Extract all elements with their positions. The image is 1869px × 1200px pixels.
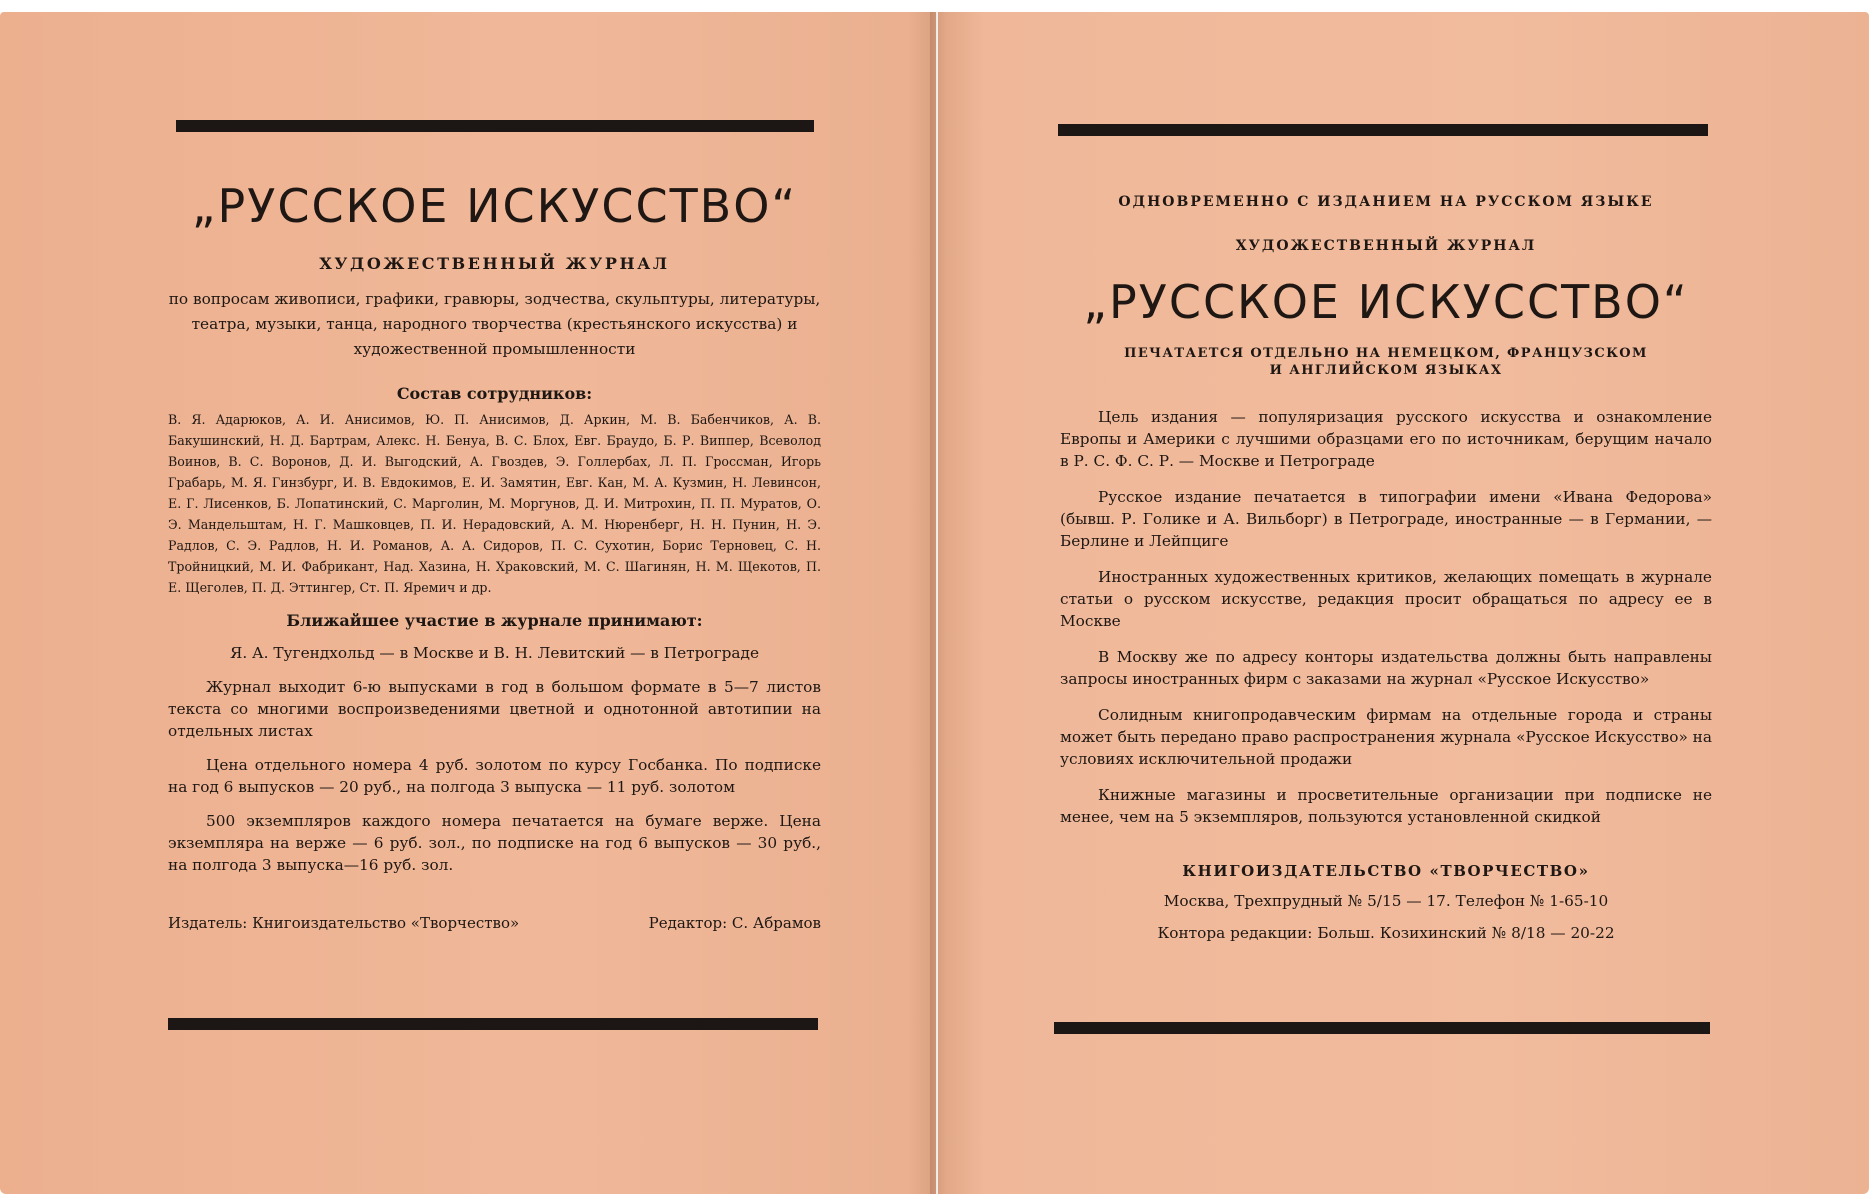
right-page [938,12,1869,1194]
publisher-name: КНИГОИЗДАТЕЛЬСТВО «ТВОРЧЕСТВО» [1182,862,1590,880]
bottom-rule [1054,1022,1710,1034]
magazine-title: „РУССКОЕ ИСКУССТВО“ [1083,275,1689,329]
magazine-description: по вопросам живописи, графики, гравюры, зодчества, скульптуры, литературы, театра, музыки, танца, народного творчества (крестьянского искусства) и художественной промышленности [168,290,821,358]
top-rule [176,120,814,132]
price-paragraph: Цена отдельного номера 4 руб. золотом по курсу Госбанка. По подписке на год 6 выпусков — 20 руб., на полгода 3 выпуска — 11 руб. золотом [168,756,821,796]
top-rule [1058,124,1708,136]
staff-heading: Состав сотрудников: [396,384,593,403]
printing-paragraph: Русское издание печатается в типографии имени «Ивана Федорова» (бывш. Р. Голике и А. Вильборг) в Петрограде, иностранные — в Германии, — Берлине и Лейпциге [1060,488,1712,550]
sellers-paragraph: Солидным книгопродавческим фирмам на отдельные города и страны может быть передано право распространения журнала «Русское Искусство» на условиях исключительной продажи [1060,706,1712,768]
magazine-subtitle: ХУДОЖЕСТВЕННЫЙ ЖУРНАЛ [1235,238,1537,254]
critics-paragraph: Иностранных художественных критиков, желающих помещать в журнале статьи о русском искусстве, редакция просит обращаться по адресу ее в Москве [1060,568,1712,630]
staff-list: В. Я. Адарюков, А. И. Анисимов, Ю. П. Анисимов, Д. Аркин, М. В. Бабенчиков, А. В. Бакушинский, Н. Д. Бартрам, Алекс. Н. Бенуа, В. С. Блох, Евг. Браудо, Б. Р. Виппер, Всеволод Воинов, В. С. Воронов, Д. И. Выгодский, А. Гвоздев, Э. Голлербах, Л. П. Гроссман, Игорь Грабарь, М. Я. Гинзбург, И. В. Евдокимов, Е. И. Замятин, Евг. Кан, М. А. Кузмин, Н. Левинсон, Е. Г. Лисенков, Б. Лопатинский, С. Марголин, М. Моргунов, Д. И. Митрохин, П. П. Муратов, О. Э. Мандельштам, Н. Г. Машковцев, П. И. Нерадовский, А. М. Нюренберг, Н. Н. Пунин, Н. Э. Радлов, С. Э. Радлов, Н. И. Романов, А. А. Сидоров, П. С. Сухотин, Борис Терновец, С. Н. Тройницкий, М. И. Фабрикант, Над. Хазина, Н. Храковский, М. С. Шагинян, Н. М. Щекотов, П. Е. Щеголев, П. Д. Эттингер, Ст. П. Яремич и др. [168,412,821,595]
publisher-address: Москва, Трехпрудный № 5/15 — 17. Телефон № 1-65-10 [1163,892,1609,910]
spine-gutter [930,12,946,1194]
magazine-title: „РУССКОЕ ИСКУССТВО“ [191,179,798,233]
publisher-line: Издатель: Книгоиздательство «Творчество» [168,914,520,932]
languages-line-1: ПЕЧАТАЕТСЯ ОТДЕЛЬНО НА НЕМЕЦКОМ, ФРАНЦУЗСКОМ [1124,346,1648,361]
editorial-office: Контора редакции: Больш. Козихинский № 8/18 — 20-22 [1157,924,1615,942]
discount-paragraph: Книжные магазины и просветительные организации при подписке не менее, чем на 5 экземпляров, пользуются установленной скидкой [1060,786,1712,826]
participation-text: Я. А. Тугендхольд — в Москве и В. Н. Левитский — в Петрограде [229,644,760,662]
magazine-subtitle: ХУДОЖЕСТВЕННЫЙ ЖУРНАЛ [319,254,670,273]
copies-paragraph: 500 экземпляров каждого номера печатается на бумаге верже. Цена экземпляра на верже — 6 руб. зол., по подписке на год 6 выпусков — 30 руб., на полгода 3 выпуска—16 руб. зол. [168,812,821,874]
bottom-rule [168,1018,818,1030]
simultaneous-edition-note: ОДНОВРЕМЕННО С ИЗДАНИЕМ НА РУССКОМ ЯЗЫКЕ [1118,194,1654,210]
left-page [0,12,936,1194]
editor-line: Редактор: С. Абрамов [648,914,821,932]
participation-heading: Ближайшее участие в журнале принимают: [286,611,703,630]
goal-paragraph: Цель издания — популяризация русского искусства и ознакомление Европы и Америки с лучшими образцами его по источникам, берущим начало в Р. С. Ф. С. Р. — Москве и Петрограде [1060,408,1712,470]
requests-paragraph: В Москву же по адресу конторы издательства должны быть направлены запросы иностранных фирм с заказами на журнал «Русское Искусство» [1060,648,1712,688]
languages-line-2: И АНГЛИЙСКОМ ЯЗЫКАХ [1269,363,1503,378]
issues-paragraph: Журнал выходит 6-ю выпусками в год в большом формате в 5—7 листов текста со многими воспроизведениями цветной и однотонной автотипии на отдельных листах [168,678,821,740]
